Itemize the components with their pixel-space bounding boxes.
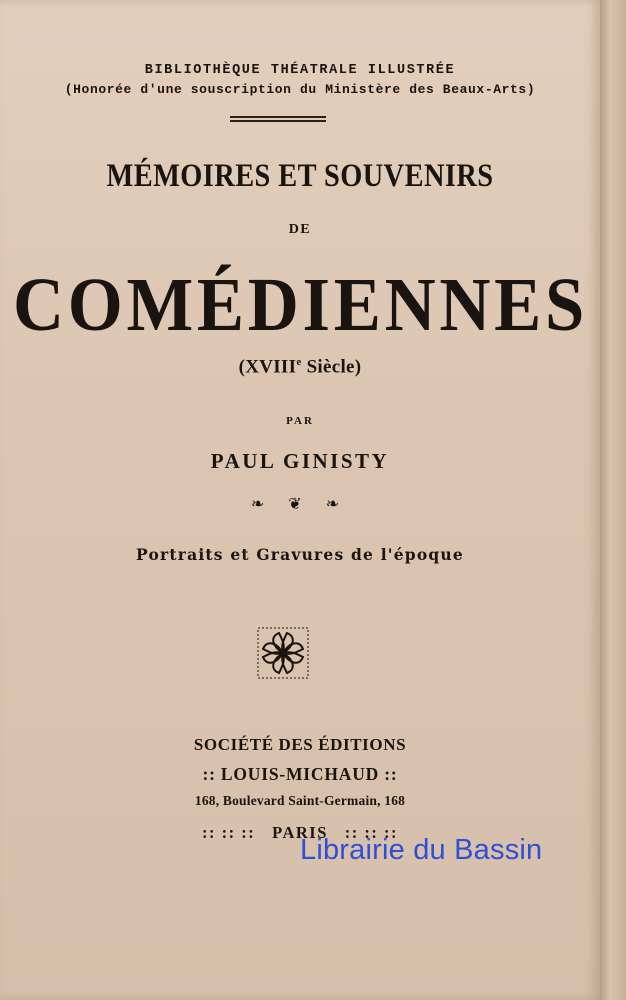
fleuron-divider: ❧ ❦ ❧ (250, 496, 350, 513)
publisher-city: :: :: :: PARIS :: :: :: (202, 823, 398, 842)
author-name: PAUL GINISTY (210, 449, 390, 473)
floral-ornament-icon (257, 627, 309, 679)
title-line-1: MÉMOIRES ET SOUVENIRS (106, 158, 494, 194)
page-edge (600, 0, 626, 1000)
century-superscript: e (296, 356, 302, 368)
century-subtitle (0, 356, 600, 378)
publisher-imprint: :: LOUIS-MICHAUD :: (202, 764, 398, 784)
illustrations-note: Portraits et Gravures de l'époque (136, 545, 464, 564)
series-title: BIBLIOTHÈQUE THÉATRALE ILLUSTRÉE (144, 63, 456, 78)
by-label: PAR (286, 415, 314, 427)
double-rule-bottom (230, 120, 326, 122)
century-suffix: Siècle) (301, 356, 362, 378)
publisher-address: 168, Boulevard Saint-Germain, 168 (194, 793, 406, 808)
publisher-name: SOCIÉTÉ DES ÉDITIONS (193, 735, 407, 754)
century-prefix: (XVIII (238, 356, 297, 378)
title-line-2: DE (288, 222, 312, 237)
double-rule-top (230, 116, 326, 118)
main-title: COMÉDIENNES (13, 263, 589, 347)
seller-watermark: Librairie du Bassin (300, 834, 543, 866)
series-subtitle: (Honorée d'une souscription du Ministère des Beaux-Arts) (64, 82, 536, 97)
